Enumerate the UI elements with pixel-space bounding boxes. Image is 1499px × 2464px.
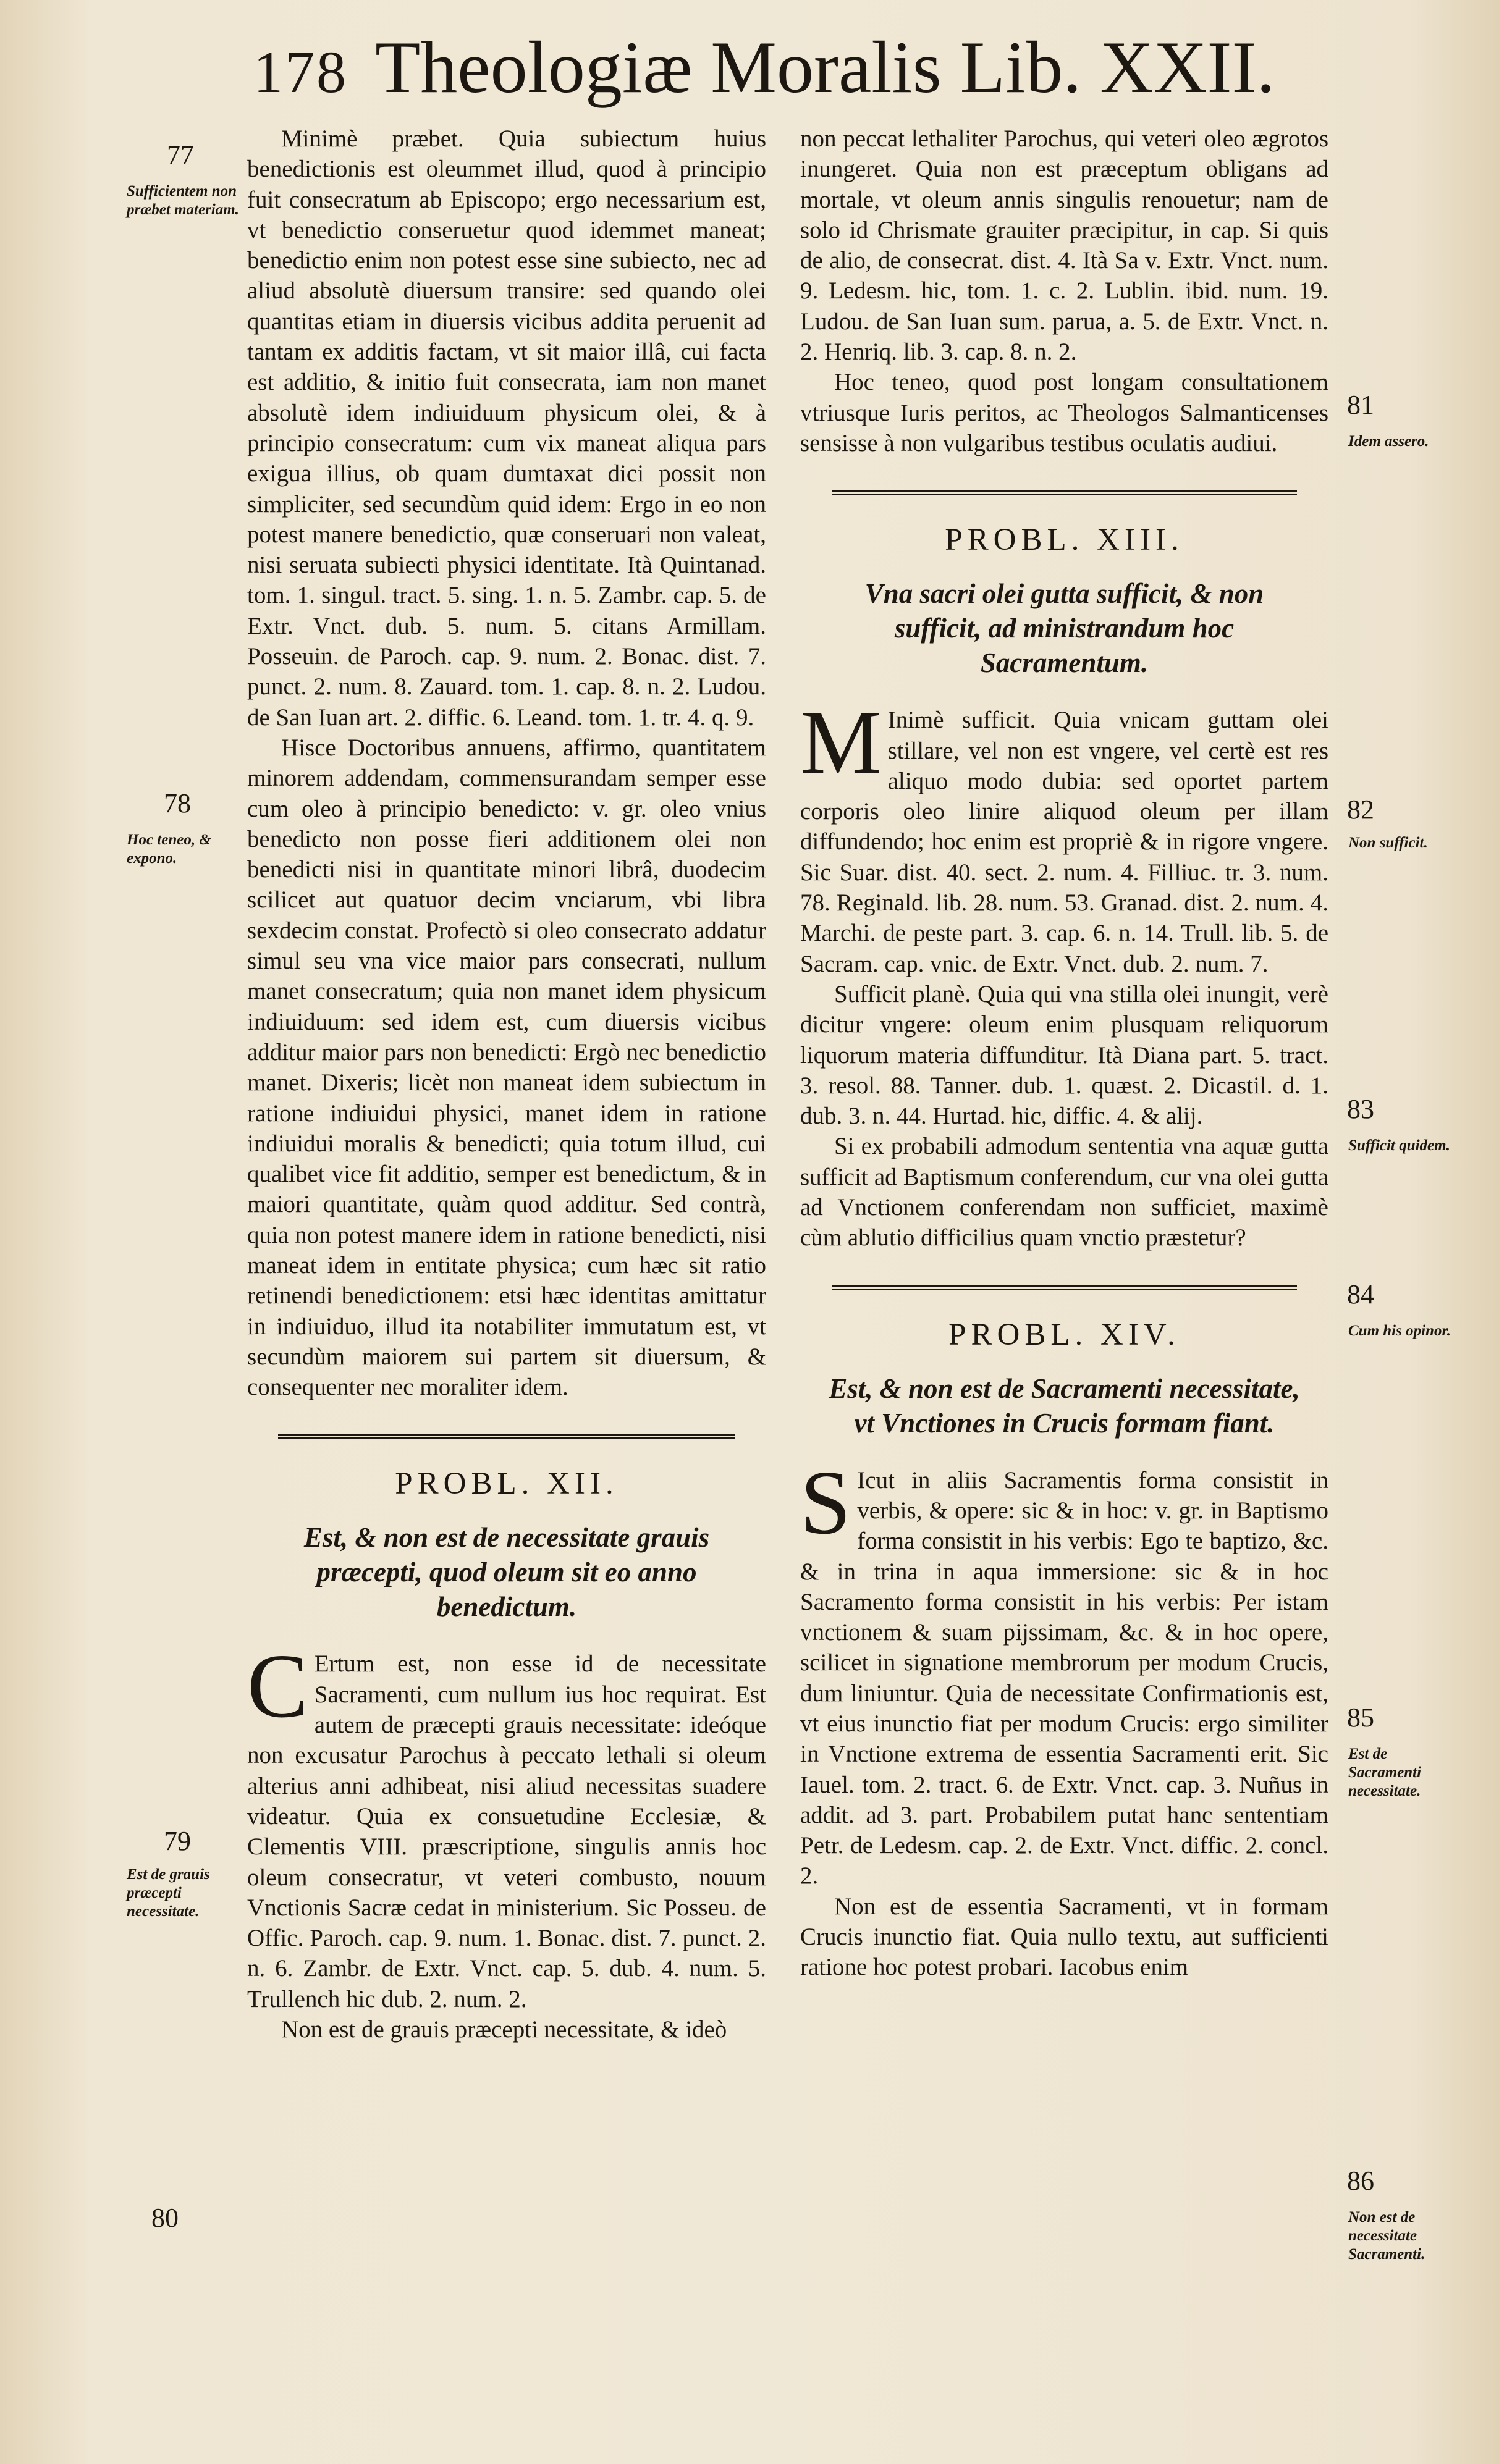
paragraph-80: Non est de grauis præcepti necessitate, & ideò [281,2016,727,2043]
problem-title-14: Est, & non est de Sacramenti necessitate, vt Vnctiones in Crucis formam fiant. [829,1373,1300,1439]
problem-heading-12 [247,1434,766,1502]
section-rule [278,1434,735,1439]
problem-title-12: Est, & non est de necessitate grauis præcepti, quod oleum sit eo anno benedictum. [303,1522,710,1623]
problem-title-13: Vna sacri olei gutta sufficit, & non sufficit, ad ministrandum hoc Sacramentum. [864,578,1264,679]
margin-note-81: Idem assero. [1348,433,1429,450]
right-column [800,124,1328,1983]
margin-note-82: Non sufficit. [1348,835,1428,851]
paragraph-81: Hoc teneo, quod post longam consultationem vtriusque Iuris peritos, ac Theologos Salmanticenses sensisse à non vulgaribus testibus oculatis audiui. [800,369,1328,456]
margin-number-86: 86 [1347,2166,1374,2196]
section-rule [832,490,1296,495]
problem-label: PROBL. XII. [395,1466,619,1502]
drop-cap: S [800,1452,851,1554]
paragraph-82-text: Inimè sufficit. Quia vnicam guttam olei stillare, vel non est vngere, vel certè est res aliquo modo dubia: sed oportet partem corporis oleo linire aliquod oleum per illam diffundendo; hoc enim est propriè & in rigore vngere. Sic Suar. dist. 40. sect. 2. num. 4. Filliuc. tr. 3. num. 78. Reginald. lib. 28. num. 53. Granad. dist. 2. num. 4. Marchi. de peste part. 3. cap. 6. n. 14. Trull. lib. 5. de Sacram. cap. vnic. de Extr. Vnct. dub. 2. num. 7. [800,707,1328,977]
problem-heading-14 [800,1285,1328,1353]
paragraph-86: Non est de essentia Sacramenti, vt in formam Crucis inunctio fiat. Quia nullo textu, aut sufficienti ratione hoc potest probari. Iacobus enim [800,1893,1328,1981]
paragraph-79-text: Ertum est, non esse id de necessitate Sacramenti, cum nullum ius hoc requirat. Est autem de præcepti grauis necessitate: ideóque non excusatur Parochus à peccato lethali si oleum alterius anni adhibeat, nisi aliud necessitas suadere videatur. Quia ex consuetudine Ecclesiæ, & Clementis VIII. præscriptione, singulis annis hoc oleum consecratur, vt veteri combusto, nouum Vnctionis Sacræ cedat in ministerium. Sic Posseu. de Offic. Paroch. cap. 9. num. 1. Bonac. dist. 7. punct. 2. n. 6. Zambr. de Extr. Vnct. cap. 5. dub. 4. num. 5. Trullench hic dub. 2. num. 2. [247,1650,766,2012]
section-rule [832,1285,1296,1290]
margin-number-79: 79 [164,1826,191,1856]
margin-number-80: 80 [151,2203,179,2233]
margin-number-84: 84 [1347,1279,1374,1310]
margin-note-79: Est de grauis præcepti necessitate. [127,1866,210,1920]
margin-note-85: Est de Sacramenti necessitate. [1348,1746,1422,1799]
margin-note-78: Hoc teneo, & expono. [127,831,211,867]
margin-note-84: Cum his opinor. [1348,1322,1451,1339]
margin-number-85: 85 [1347,1702,1374,1733]
drop-cap: M [800,692,882,794]
paragraph-83: Sufficit planè. Quia qui vna stilla olei inungit, verè dicitur vngere: oleum enim plusquam reliquorum liquorum materia diffunditur. Ità Diana part. 5. tract. 3. resol. 88. Tanner. dub. 1. quæst. 2. Dicastil. d. 1. dub. 3. n. 44. Hurtad. hic, diffic. 4. & alij. [800,980,1328,1130]
problem-label: PROBL. XIV. [948,1317,1180,1352]
margin-note-77: Sufficientem non præbet materiam. [127,183,239,218]
margin-number-81: 81 [1347,390,1374,420]
paragraph-84: Si ex probabili admodum sententia vna aquæ gutta sufficit ad Baptismum conferendum, cur vna olei gutta ad Vnctionem conferendam non sufficiet, maximè cùm ablutio difficilius quam vnctio præstetur? [800,1133,1328,1251]
paragraph-85-text: Icut in aliis Sacramentis forma consistit in verbis, & opere: sic & in hoc: v. gr. in Baptismo forma consistit in his verbis: Ego te baptizo, &c. & in trina in aqua immersione: sic & in hoc Sacramento forma consistit in his verbis: Per istam vnctionem & suam pijssimam, &c. & in hoc opere, scilicet in signatione membrorum per modum Crucis, dum liniuntur. Quia de necessitate Confirmationis est, vt eius inunctio fiat per modum Crucis: ergo similiter in Vnctione extrema de essentia Sacramenti erit. Sic Iauel. tom. 2. tract. 6. de Extr. Vnct. cap. 3. Nuñus in addit. ad 3. part. Probabilem putat hanc sententiam Petr. de Ledesm. cap. 2. de Extr. Vnct. diffic. 2. concl. 2. [800,1466,1328,1890]
page-number: 178 [253,39,348,105]
paragraph-77: Minimè præbet. Quia subiectum huius benedictionis est oleummet illud, quod à principio fuit consecratum ab Episcopo; ergo necessarium est, vt benedictio conseruetur quod idemmet maneat; benedictio enim non potest esse sine subiecto, nec ad aliud absolutè diuersum transire: sed quando olei quantitas etiam in diuersis vicibus addita peruenit ad tantam ex additis factam, vt sit maior illâ, cui facta est additio, & initio fuit consecrata, iam non manet absolutè idem indiuiduum physicum olei, & à principio consecratum: cum vix maneat aliqua pars exigua illius, ob quam dumtaxat dici possit non simpliciter, sed secundùm quid idem: Ergo in eo non potest manere benedictio, quæ conseruari non valeat, nisi seruata subiecti physici identitate. Ità Quintanad. tom. 1. singul. tract. 5. sing. 1. n. 5. Zambr. cap. 5. de Extr. Vnct. dub. 5. num. 5. citans Armillam. Posseuin. de Paroch. cap. 9. num. 2. Bonac. dist. 7. punct. 2. num. 8. Zauard. tom. 1. cap. 8. n. 2. Ludou. de San Iuan art. 2. diffic. 6. Leand. tom. 1. tr. 4. q. 9. [247,125,766,731]
margin-number-82: 82 [1347,794,1374,825]
left-column [247,124,766,2045]
paragraph-85 [800,1452,1328,1891]
paragraph-79 [247,1636,766,2014]
page-header [253,25,1275,117]
paragraph-78: Hisce Doctoribus annuens, affirmo, quantitatem minorem addendam, commensurandam semper esse cum oleo à principio benedicto: v. gr. oleo vnius benedicto non posse fieri additionem olei non benedicti nisi in quantitate minori librâ, duodecim scilicet aut quatuor decim vnciarum, vbi libra sexdecim constat. Profectò si oleo consecrato addatur simul seu vna vice maior pars consecrati, nullum manet consecratum; quia non manet idem physicum indiuiduum: sed idem est, cum diuersis vicibus additur maior pars non benedicti: Ergò nec benedictio manet. Dixeris; licèt non maneat idem subiectum in ratione indiuidui physici, manet idem in ratione indiuidui moralis & benedicti; quia totum illud, cui qualibet vice fit additio, semper est benedictum, & in maiori quantitate, quàm quod additur. Sed contrà, quia non potest manere idem in ratione benedicti, nisi maneat idem in entitate physica; cum hæc sit ratio retinendi benedictionem: etsi hæc identitas amittatur in indiuiduo, illud ita notabiliter immutatum est, vt secundùm maiorem sui partem sit diuersum, & consequenter nec moraliter idem. [247,734,766,1401]
paragraph-80-cont: non peccat lethaliter Parochus, qui veteri oleo ægrotos inungeret. Quia non est præceptum obligans ad mortale, vt oleum annis singulis renouetur; nam de solo id Chrismate grauiter præcipitur, in cap. Si quis de alio, de consecrat. dist. 4. Ità Sa v. Extr. Vnct. num. 9. Ledesm. hic, tom. 1. c. 2. Lublin. ibid. num. 19. Ludou. de San Iuan sum. parua, a. 5. de Extr. Vnct. n. 2. Henriq. lib. 3. cap. 8. n. 2. [800,125,1328,366]
problem-label: PROBL. XIII. [945,523,1184,558]
margin-number-78: 78 [164,788,191,818]
margin-note-83: Sufficit quidem. [1348,1137,1450,1154]
paragraph-82 [800,692,1328,979]
drop-cap: C [247,1636,308,1738]
running-title: Theologiæ Moralis Lib. XXII. [375,26,1275,108]
margin-note-86: Non est de necessitate Sacramenti. [1348,2209,1425,2263]
problem-heading-13 [800,490,1328,558]
margin-number-83: 83 [1347,1094,1374,1124]
margin-number-77: 77 [167,140,194,170]
